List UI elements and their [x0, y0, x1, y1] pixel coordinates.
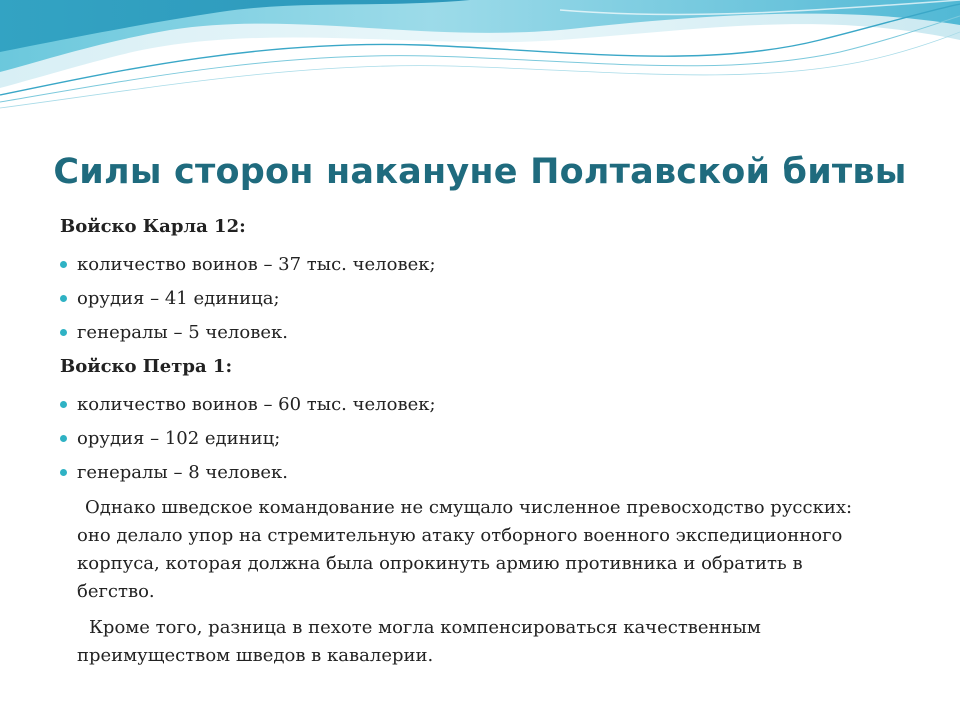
slide-content	[60, 212, 880, 670]
list-item-text: орудия – 41 единица;	[77, 288, 280, 309]
paragraph-swedish-tactics: Однако шведское командование не смущало численное превосходство русских: оно делало упор на стремительную атаку отборного военного экспедиционного корпуса, которая должна была опрокинуть армию противника и обратить в бегство.	[77, 497, 853, 602]
bullet-icon	[60, 261, 67, 268]
header-wave-decoration	[0, 0, 960, 120]
sweden-army-list	[60, 248, 880, 350]
list-item-text: генералы – 5 человек.	[77, 322, 288, 343]
bullet-icon	[60, 435, 67, 442]
list-item-text: генералы – 8 человек.	[77, 462, 288, 483]
bullet-icon	[60, 401, 67, 408]
bullet-icon	[60, 295, 67, 302]
list-item	[60, 422, 880, 456]
paragraph-cavalry-advantage: Кроме того, разница в пехоте могла компенсироваться качественным преимуществом шведов в кавалерии.	[77, 617, 761, 666]
list-item	[60, 316, 880, 350]
sweden-army-heading: Войско Карла 12:	[60, 216, 246, 237]
list-item-text: количество воинов – 60 тыс. человек;	[77, 394, 436, 415]
list-item-text: орудия – 102 единиц;	[77, 428, 281, 449]
bullet-icon	[60, 329, 67, 336]
russia-army-list	[60, 388, 880, 490]
bullet-icon	[60, 469, 67, 476]
list-item	[60, 248, 880, 282]
slide-title: Силы сторон накануне Полтавской битвы	[53, 152, 907, 192]
list-item-text: количество воинов – 37 тыс. человек;	[77, 254, 436, 275]
list-item	[60, 456, 880, 490]
russia-army-heading: Войско Петра 1:	[60, 356, 233, 377]
list-item	[60, 388, 880, 422]
list-item	[60, 282, 880, 316]
